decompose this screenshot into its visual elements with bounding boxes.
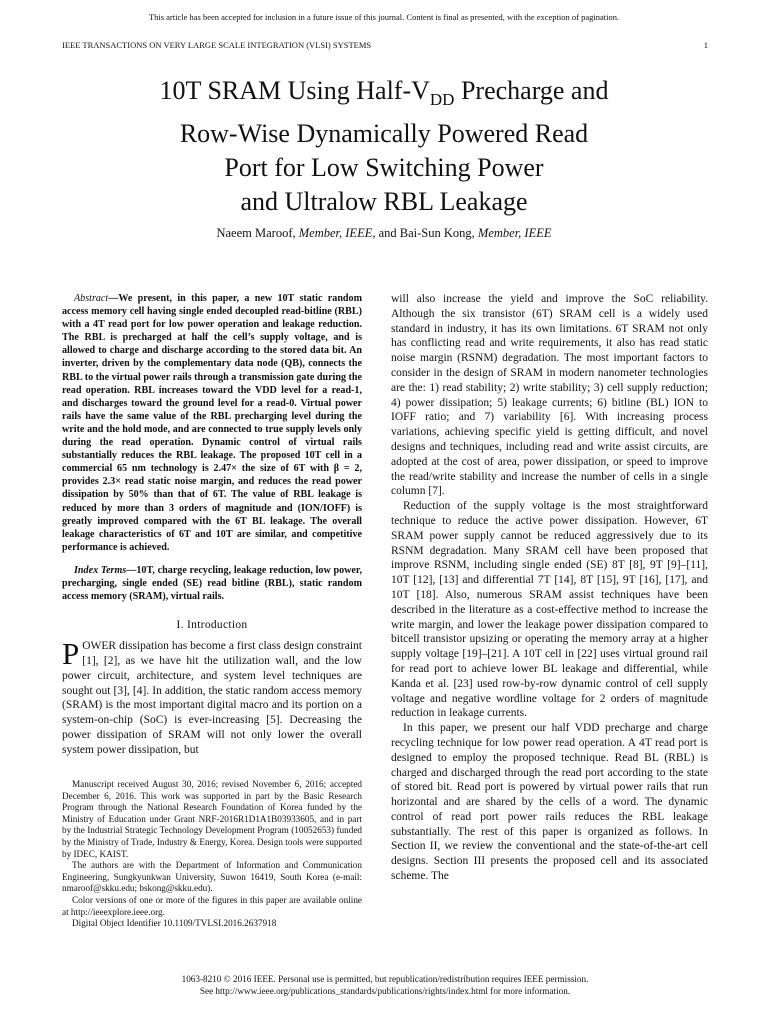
journal-name: IEEE TRANSACTIONS ON VERY LARGE SCALE INTEGRATION (VLSI) SYSTEMS bbox=[62, 40, 372, 50]
footnote-manuscript: Manuscript received August 30, 2016; revised November 6, 2016; accepted December 6, 2016. This work was supported in part by the Basic Research Program through the National Research Foundation of Korea funded by the Ministry of Education under Grant NRF-2016R1D1A1B03933605, and in part by the Industrial Strategic Technology Development Program (10052653) funded by the Ministry of Trade, Industry & Energy, Korea. Design tools were supported by IDEC, KAIST. bbox=[62, 779, 362, 859]
index-terms-text: 10T, charge recycling, leakage reduction, low power, precharging, single ended (SE) read bitline (RBL), static random access memory (SRAM), virtual rails. bbox=[62, 564, 362, 603]
title-line-3: Port for Low Switching Power bbox=[224, 153, 544, 183]
title-line-2: Row-Wise Dynamically Powered Read bbox=[179, 119, 589, 149]
paper-title bbox=[0, 74, 768, 219]
index-terms: Index Terms—10T, charge recycling, leakage reduction, low power, precharging, single ended (SE) read bitline (RBL), static random access memory (SRAM), virtual rails. bbox=[62, 564, 362, 603]
section-heading-introduction: I. Introduction bbox=[176, 619, 248, 632]
footnote-color: Color versions of one or more of the figures in this paper are available online at http://ieeexplore.ieee.org. bbox=[62, 894, 362, 917]
intro-text: dissipation has become a first class design constraint [1], [2], as we have hit the utilization wall, and the low power circuit, architecture, and system level techniques are sought out [3], [4]. In addition, the static random access memory (SRAM) is the most important digital macro and its portion on a system-on-chip (SoC) is ever-increasing [5]. Decreasing the power dissipation of SRAM will not only lower the overall system power dissipation, but bbox=[62, 640, 362, 756]
left-column bbox=[62, 292, 362, 758]
footnote-authors: The authors are with the Department of Information and Communication Engineering, Sungkyunkwan University, Suwon 16419, South Korea (e-mail: nmaroof@skku.edu; bskong@skku.edu). bbox=[62, 860, 362, 894]
body-paragraph-2: Reduction of the supply voltage is the most straightforward technique to reduce the active power dissipation. However, 6T SRAM power supply cannot be reduced aggressively due to its RSNM degradation. Many SRAM cell have been proposed that improve RSNM, including single ended (SE) 8T [8], 9T [9]–[11], 10T [12], [13] and differential 7T [14], 8T [15], 9T [16], [17], and 10T [18]. Also, numerous SRAM assist techniques have been described in the literature as a cost-effective method to increase the write margin, and lower the leakage power dissipation compared to bitcell transistor upsizing or operating the memory array at a higher supply voltage [19]–[21]. A 10T cell in [22] uses virtual ground rail for read port to achieve lower BL leakage and differential, while Kanda et al. [23] used row-by-row dynamic control of cell supply voltage and negative wordline voltage for 2 orders of magnitude reduction in leakage currents. bbox=[391, 500, 708, 720]
intro-paragraph bbox=[62, 636, 362, 757]
title-line-4: and Ultralow RBL Leakage bbox=[240, 187, 528, 217]
right-column bbox=[391, 292, 708, 884]
abstract: Abstract—We present, in this paper, a new 10T static random access memory cell having single ended decoupled read-bitline (RBL) with a 4T read port for low power operation and leakage reduction. The RBL is precharged at half the cell’s supply voltage, and is allowed to charge and discharge according to the stored data bit. An inverter, driven by the complementary data node (QB), connects the RBL to the virtual power rails through a transmission gate during the read operation. RBL increases toward the VDD level for a read-1, and discharges toward the ground level for a read-0. Virtual power rails have the same value of the RBL precharging level during the write and the hold mode, and are connected to true supply levels only during the read operation. Dynamic control of virtual rails substantially reduces the RBL leakage. The proposed 10T cell in a commercial 65 nm technology is 2.47× the size of 6T with β = 2, provides 2.3× read static noise margin, and reduces the read power dissipation by 50% than that of 6T. The value of RBL leakage is reduced by more than 3 orders of magnitude and (ION/IOFF) is greatly improved compared with the 6T BL leakage. The overall leakage characteristics of 6T and 10T are similar, and competitive performance is achieved. bbox=[62, 293, 362, 553]
drop-cap: P bbox=[62, 636, 80, 672]
body-paragraph-3: In this paper, we present our half VDD precharge and charge recycling technique for low power read operation. A 4T read port is designed to employ the proposed technique. Read BL (RBL) is charged and discharged through the read port according to the state of stored bit. Read port is powered by virtual power rails that run horizontal and are shared by the cells of a word. The dynamic control of read port power rails reduces the RBL leakage substantially. The rest of this paper is organized as follows. In Section II, we review the conventional and the state-of-the-art cell designs. Section III presents the proposed cell and its associated scheme. The bbox=[391, 722, 708, 883]
running-header bbox=[62, 40, 708, 50]
page-number: 1 bbox=[703, 40, 708, 50]
footnote-doi: Digital Object Identifier 10.1109/TVLSI.2016.2637918 bbox=[72, 918, 277, 929]
footnotes bbox=[62, 779, 362, 930]
copyright-line-2: See http://www.ieee.org/publications_standards/publications/rights/index.html for more information. bbox=[199, 985, 571, 996]
author-list: Naeem Maroof, Member, IEEE, and Bai-Sun Kong, Member, IEEE bbox=[216, 226, 552, 240]
abstract-label: Abstract bbox=[74, 293, 109, 304]
title-line-1: 10T SRAM Using Half-$V_{DD}$ Precharge and bbox=[159, 76, 609, 110]
acceptance-notice: This article has been accepted for inclusion in a future issue of this journal. Content is final as presented, with the exception of pagination. bbox=[148, 12, 620, 22]
abstract-text: We present, in this paper, a new 10T static random access memory cell having single ended decoupled read-bitline (RBL) with a 4T read port for low power operation and leakage reduction. The RBL is precharged at half the cell’s supply voltage, and is allowed to charge and discharge according to the stored data bit. An inverter, driven by the complementary data node (QB), connects the RBL to the virtual power rails through a transmission gate during the read operation. RBL increases toward the VDD level for a read-1, and discharges toward the ground level for a read-0. Virtual power rails have the same value of the RBL precharging level during the write and the hold mode, and are connected to true supply levels only during the read operation. Dynamic control of virtual rails substantially reduces the RBL leakage. The proposed 10T cell in a commercial 65 nm technology is 2.47× the size of 6T with β = 2, provides 2.3× read static noise margin, and reduces the read power dissipation by 50% than that of 6T. The value of RBL leakage is reduced by more than 3 orders of magnitude and (ION/IOFF) is greatly improved compared with the 6T BL leakage. The overall leakage characteristics of 6T and 10T are similar, and competitive performance is achieved. bbox=[62, 293, 362, 553]
copyright-line-1: 1063-8210 © 2016 IEEE. Personal use is permitted, but republication/redistribution requires IEEE permission. bbox=[181, 974, 589, 984]
index-terms-label: Index Terms bbox=[74, 564, 127, 576]
copyright-notice bbox=[62, 974, 708, 997]
body-paragraph-1: will also increase the yield and improve the SoC reliability. Although the six transistor (6T) SRAM cell is a widely used standard in industry, it has its own limitations. 6T SRAM not only has conflicting read and write requirements, it also has read static noise margin (RSNM) degradation. The most important factors to consider in the design of SRAM in modern nanometer technologies are the: 1) read stability; 2) write stability; 3) cell supply reduction; 4) power dissipation; 5) leakage currents; 6) bitline (BL) ION to IOFF ratio; and 7) variability [6]. With increasing process variations, achieving specific yield is getting difficult, and novel designs and techniques, including read and write assist circuits, are adopted at the cost of area, power dissipation, or speed to improve the read/write stability and increase the number of cells in a single column [7]. bbox=[391, 293, 708, 498]
intro-first-word: OWER bbox=[82, 640, 117, 653]
